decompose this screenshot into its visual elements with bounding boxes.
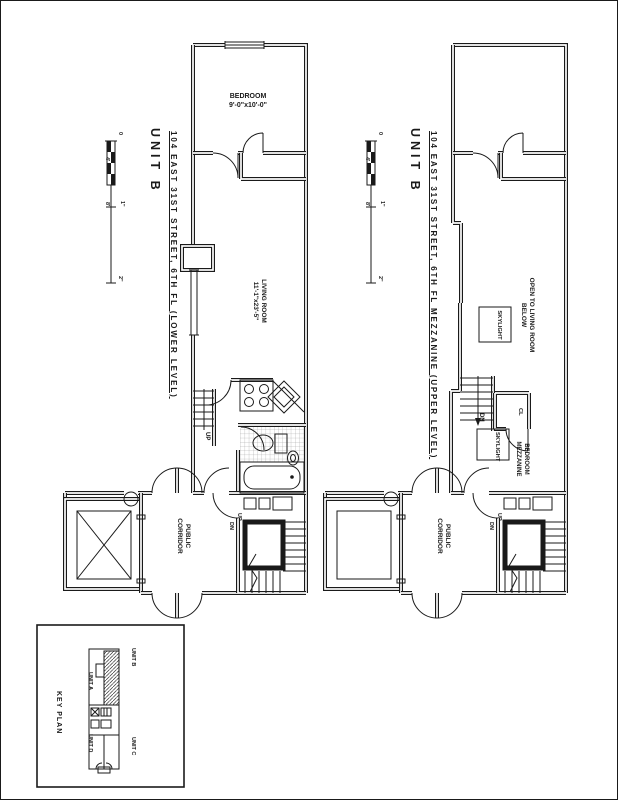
key-plan-title: KEY PLAN <box>55 691 62 735</box>
floor-plan-linework <box>1 1 618 800</box>
elevator-cab-right <box>337 511 391 579</box>
bedroom-name: BEDROOM <box>229 93 267 100</box>
core-dn-label-right: DN <box>488 522 494 530</box>
left-plan-title: UNIT B <box>148 128 162 194</box>
key-plan-unit-b-label: UNIT B <box>130 648 136 667</box>
skylight-lower-label: SKYLIGHT <box>494 432 500 462</box>
right-plan-subtitle: 104 EAST 31ST STREET, 6TH FL MEZZANINE (UPPER LEVEL) <box>429 131 438 460</box>
internal-stairs-up <box>193 389 214 430</box>
kitchen-fixtures <box>206 380 304 413</box>
left-plan-subtitle: 104 EAST 31ST STREET, 6TH FL (LOWER LEVEL) <box>169 131 178 399</box>
stair-newel <box>245 522 283 568</box>
bedroom-dims: 9'-0"x10'-0" <box>229 101 267 109</box>
bedroom-window <box>225 41 264 49</box>
core-up-label-right: UP <box>496 513 502 521</box>
scale-8ft-left: 8' <box>104 202 110 207</box>
skylight-upper-label: SKYLIGHT <box>496 310 502 340</box>
open-to-living-label: OPEN TO LIVING ROOM BELOW <box>520 277 535 353</box>
scale-2in-left: 2" <box>117 276 123 282</box>
stair-newel-right <box>505 522 543 568</box>
wall-bumpout <box>182 246 213 270</box>
living-room-window <box>189 270 199 335</box>
bedroom-door-swings <box>213 133 263 178</box>
kitchen-door-swing <box>206 380 231 405</box>
bathroom-tile-floor <box>240 427 304 462</box>
public-corridor-label-left: PUBLIC CORRIDOR <box>176 518 191 554</box>
tub-drain <box>290 475 294 479</box>
core-dn-label-left: DN <box>228 522 234 530</box>
public-corridor-label-right: PUBLIC CORRIDOR <box>436 518 451 554</box>
elevator-shaft-right <box>325 499 401 589</box>
public-stairwell-left <box>245 522 306 593</box>
key-plan-unit-c-label: UNIT C <box>130 737 136 756</box>
right-plan-title: UNIT B <box>408 128 422 194</box>
living-room-dims: 11'-1"x23'-5" <box>252 281 259 321</box>
scale-8ft-right: 8' <box>364 202 370 207</box>
unit-entry-door-swing <box>464 468 489 493</box>
key-plan-unit-b-hatched <box>104 651 119 705</box>
living-room-label <box>251 265 267 337</box>
key-plan-unit-d-label: UNIT D <box>87 734 93 753</box>
stove <box>240 380 273 411</box>
closet-label: CL <box>517 408 523 416</box>
scale-4ft-right: 4' <box>364 157 370 162</box>
stairs-dn-label: DN <box>478 413 484 422</box>
scale-0-left: 0 <box>117 132 123 136</box>
bedroom-label <box>208 93 288 110</box>
bathroom-fixtures <box>240 427 304 493</box>
scale-1in-right: 1" <box>379 201 385 207</box>
living-room-name: LIVING ROOM <box>260 279 267 323</box>
public-stairwell-right <box>505 522 566 593</box>
bedroom-mezzanine-label: BEDROOM MEZZANINE <box>515 441 529 477</box>
elevator-x <box>77 511 131 579</box>
stairs-up-label: UP <box>204 432 210 441</box>
core-up-label-left: UP <box>236 513 242 521</box>
scale-2in-right: 2" <box>377 276 383 282</box>
scale-4ft-left: 4' <box>104 157 110 162</box>
scale-0-right: 0 <box>377 132 383 136</box>
scale-1in-left: 1" <box>119 201 125 207</box>
key-plan-unit-a-label: UNIT A <box>87 672 93 691</box>
internal-stairs-down <box>460 376 493 426</box>
corridor-door-swings-right <box>412 468 498 618</box>
upper-room-door-swings <box>473 133 523 178</box>
